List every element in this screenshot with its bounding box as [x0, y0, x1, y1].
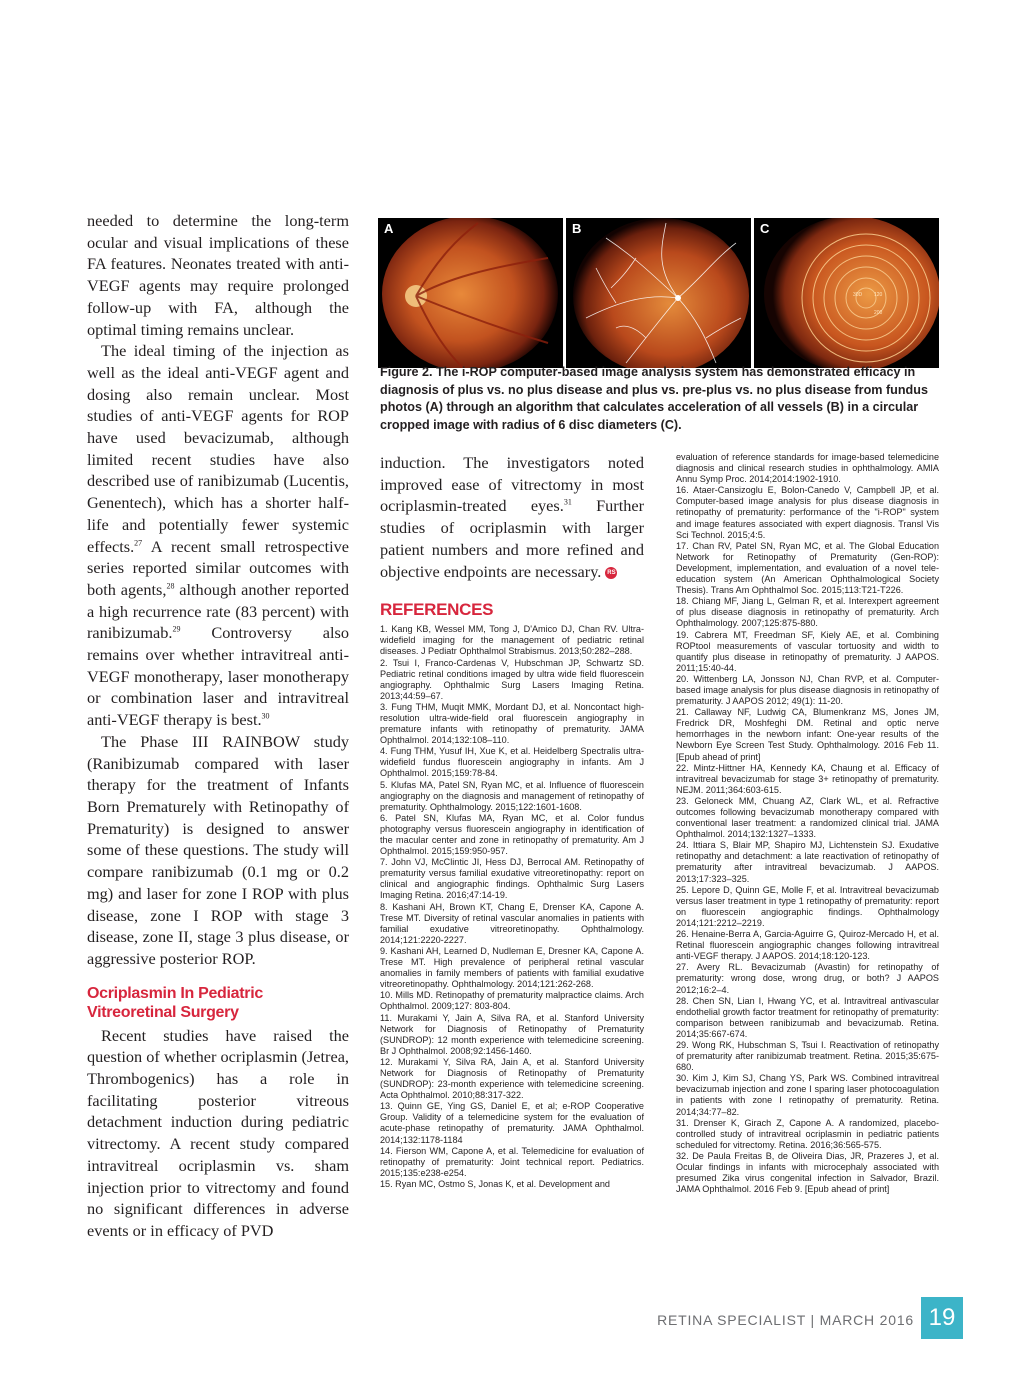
reference-item: 16. Ataer-Cansizoglu E, Bolon-Canedo V, Campbell JP, et al. Computer-based image analysis for plus disease diagnosis in retinopathy of prematurity: performance of the "i-ROP" system and image features associated with expert diagnosis. Transl Vis Sci Technol. 2015;4:5.	[676, 485, 939, 540]
reference-item: 27. Avery RL. Bevacizumab (Avastin) for retinopathy of prematurity: wrong dose, wrong drug, or both? J AAPOS 2012;16:2–4.	[676, 962, 939, 995]
reference-item: 26. Henaine-Berra A, Garcia-Aguirre G, Quiroz-Mercado H, et al. Retinal fluorescein angiographic changes following intravitreal anti-VEGF therapy. J AAPOS. 2014;18:120-123.	[676, 929, 939, 962]
reference-item: evaluation of reference standards for image-based telemedicine diagnosis and clinical research studies in ophthalmology. AMIA Annu Symp Proc. 2014;2014:1902-1910.	[676, 452, 939, 485]
text-run: A recent small retrospective series reported similar outcomes with both agents,	[87, 536, 349, 599]
ring-label: 200	[874, 310, 883, 316]
citation: 29	[172, 624, 181, 634]
reference-item: 3. Fung THM, Muqit MMK, Mordant DJ, et al. Noncontact high-resolution ultra-wide-field oral fluorescein angiography in premature infants with retinopathy of prematurity. JAMA Ophthalmol. 2014;132:108–110.	[380, 701, 644, 746]
body-paragraph	[87, 340, 349, 731]
text-run: although another reported a high recurrence rate (83 percent) with ranibizumab.	[87, 579, 349, 643]
reference-item: 8. Kashani AH, Brown KT, Chang E, Drenser KA, Capone A. Trese MT. Diversity of retinal vascular anomalies in patients with familial exudative vitreoretinopathy. Ophthalmology. 2014;121:2220-2227.	[380, 901, 644, 945]
fundus-photo-c	[754, 218, 939, 368]
reference-item: 23. Geloneck MM, Chuang AZ, Clark WL, et al. Refractive outcomes following bevacizumab monotherapy compared with conventional laser treatment: a randomized clinical trial. JAMA Ophthalmol. 2014;132:1327–1333.	[676, 795, 939, 840]
reference-item: 17. Chan RV, Patel SN, Ryan MC, et al. The Global Education Network for Retinopathy of Prematurity (Gen-ROP): Development, implementation, and evaluation of a novel tele-education system (An American Ophthalmological Society Thesis). Trans Am Ophthalmol Soc. 2015;113:T21-T226.	[676, 540, 939, 596]
reference-item: 25. Lepore D, Quinn GE, Molle F, et al. Intravitreal bevacizumab versus laser treatment in type 1 retinopathy of prematurity: report on fluorescein angiographic findings. Ophthalmology 2014;121:2212–2219.	[676, 884, 939, 928]
reference-item: 14. Fierson WM, Capone A, et al. Telemedicine for evaluation of retinopathy of prematurity: Joint technical report. Pediatrics. 2015;135:e238-e254.	[380, 1145, 644, 1178]
reference-item: 19. Cabrera MT, Freedman SF, Kiely AE, et al. Combining ROPtool measurements of vascular tortuosity and width to quantify plus disease in retinopathy of prematurity. J AAPOS. 2011;15:40-44.	[676, 629, 939, 673]
body-paragraph: needed to determine the long-term ocular and visual implications of these FA features. Neonates treated with anti-VEGF agents may require prolonged follow-up with FA, although the optimal timing remains unclear.	[87, 211, 349, 339]
text-run: Further studies of ocriplasmin with larger patient numbers and more refined and objective endpoints are necessary.	[380, 496, 644, 581]
publication-footer: RETINA SPECIALIST | MARCH 2016	[657, 1312, 914, 1328]
figure-2	[378, 218, 939, 368]
reference-item: 1. Kang KB, Wessel MM, Tong J, D'Amico DJ, Chan RV. Ultra-widefield imaging for the management of pediatric retinal diseases. J Pediatr Ophthalmol Strabismus. 2013;50:282–288.	[380, 624, 644, 657]
end-of-article-icon: RS	[605, 567, 617, 579]
reference-item: 7. John VJ, McClintic JI, Hess DJ, Berrocal AM. Retinopathy of prematurity versus familial exudative vitreoretinopathy: report on clinical and angiographic findings. Ophthalmic Surg Lasers Imaging Retina. 2016;47:14-19.	[380, 857, 644, 901]
text-run: The ideal timing of the injection as well as the ideal anti-VEGF agent and dosing also remain unclear. Most studies of anti-VEGF agents for ROP have used bevacizumab, although limited recent studies have also described use of ranibizumab (Lucentis, Genentech), which has a shorter half-life and potentially fewer systemic effects.	[87, 341, 349, 556]
middle-column	[380, 452, 644, 1190]
reference-item: 5. Klufas MA, Patel SN, Ryan MC, et al. Influence of fluorescein angiography on the diagnosis and management of retinopathy of prematurity. Ophthalmology. 2015;122:1601-1608.	[380, 779, 644, 812]
citation: 30	[261, 711, 270, 721]
reference-item: 30. Kim J, Kim SJ, Chang YS, Park WS. Combined intravitreal bevacizumab injection and zone I sparing laser photocoagulation in patients with zone I retinopathy of prematurity. Retina. 2014;34:77–82.	[676, 1073, 939, 1117]
ring-label: 120	[874, 292, 883, 298]
reference-item: 18. Chiang MF, Jiang L, Gelman R, et al. Interexpert agreement of plus disease diagnosis in retinopathy of prematurity. Arch Ophthalmology. 2007;125:875-880.	[676, 596, 939, 629]
reference-item: 24. Ittiara S, Blair MP, Shapiro MJ, Lichtenstein SJ. Exudative retinopathy and detachment: a late reactivation of retinopathy of prematurity after intravitreal bevacizumab. J AAPOS. 2013;17:323–325.	[676, 840, 939, 884]
text-run: induction. The investigators noted improved ease of vitrectomy in most ocriplasmin-treated eyes.	[380, 453, 644, 516]
right-column-references	[676, 452, 939, 1195]
section-heading-line: Vitreoretinal Surgery	[87, 1004, 239, 1022]
reference-item: 20. Wittenberg LA, Jonsson NJ, Chan RVP, et al. Computer-based image analysis for plus disease diagnosis in retinopathy of prematurity. J AAPOS 2012; 49(1): 11-20.	[676, 673, 939, 707]
text-run: Controversy also remains over whether intravitreal anti-VEGF monotherapy, laser monotherapy or combination laser and intravitreal anti-VEGF therapy is best.	[87, 623, 349, 730]
reference-item: 28. Chen SN, Lian I, Hwang YC, et al. Intravitreal antivascular endothelial growth factor treatment for retinopathy of prematurity: comparison between ranibizumab and bevacizumab. Retina. 2014;35:667-674.	[676, 995, 939, 1039]
panel-label: B	[572, 221, 582, 236]
reference-item: 9. Kashani AH, Learned D, Nudleman E, Dresner KA, Capone A. Trese MT. High prevalence of peripheral retinal vascular anomalies in family members of patients with familial exudative vitreoretinopathy. Ophthalmology. 2014;121:262-268.	[380, 945, 644, 990]
citation: 28	[166, 581, 175, 591]
section-heading	[87, 984, 349, 1023]
reference-item: 13. Quinn GE, Ying GS, Daniel E, et al; e-ROP Cooperative Group. Validity of a telemedicine system for the evaluation of acute-phase retinopathy of prematurity. JAMA Ophthalmol. 2014;132:1178-1184	[380, 1101, 644, 1145]
figure-caption: Figure 2. The i-ROP computer-based image analysis system has demonstrated efficacy in diagnosis of plus vs. no plus disease and plus vs. pre-plus vs. no plus disease from fundus photos (A) through an algorithm that calculates acceleration of all vessels (B) in a circular cropped image with radius of 6 disc diameters (C).	[380, 365, 928, 432]
reference-item: 22. Mintz-Hittner HA, Kennedy KA, Chaung et al. Efficacy of intravitreal bevacizumab for stage 3+ retinopathy of prematurity. NEJM. 2011;364:603-615.	[676, 762, 939, 795]
citation: 31	[563, 497, 572, 507]
reference-item: 10. Mills MD. Retinopathy of prematurity malpractice claims. Arch Ophthalmol. 2009;127: 803-804.	[380, 990, 644, 1012]
body-paragraph: Recent studies have raised the question of whether ocriplasmin (Jetrea, Thrombogenics) has a role in facilitating posterior vitreous detachment induction during pediatric vitrectomy. A recent study compared intravitreal ocriplasmin vs. sham injection prior to vitrectomy and found no significant differences in adverse events or in efficacy of PVD	[87, 1025, 349, 1240]
section-heading-line: Ocriplasmin In Pediatric	[87, 984, 263, 1002]
citation: 27	[134, 538, 143, 548]
reference-item: 29. Wong RK, Hubschman S, Tsui I. Reactivation of retinopathy of prematurity after ranibizumab treatment. Retina. 2015;35:675-680.	[676, 1039, 939, 1073]
references-heading: REFERENCES	[380, 600, 494, 620]
panel-label: A	[384, 221, 394, 236]
fundus-photo-a	[378, 218, 563, 368]
reference-item: 31. Drenser K, Girach Z, Capone A. A randomized, placebo-controlled study of intravitreal ocriplasmin in pediatric patients scheduled for vitrectomy. Retina. 2016;36:565-575.	[676, 1117, 939, 1150]
page-number: 19	[921, 1297, 963, 1339]
left-column	[87, 210, 349, 1242]
reference-item: 6. Patel SN, Klufas MA, Ryan MC, et al. Color fundus photography versus fluorescein angiography in identification of the macular center and zone in retinopathy of prematurity. Am J Ophthalmol. 2015;159:950-957.	[380, 812, 644, 857]
fundus-image	[754, 218, 939, 368]
fundus-photo-b	[566, 218, 751, 368]
references-list	[380, 624, 644, 1190]
panel-label: C	[760, 221, 770, 236]
fundus-image	[378, 218, 563, 368]
reference-item: 12. Murakami Y, Silva RA, Jain A, et al. Stanford University Network for Diagnosis of Retinopathy of Prematurity (SUNDROP): 23-month experience with telemedicine screening. Acta Ophthalmol. 2010;88:317-322.	[380, 1056, 644, 1101]
ring-label: 30D	[853, 292, 863, 298]
reference-item: 21. Callaway NF, Ludwig CA, Blumenkranz MS, Jones JM, Fredrick DR, Moshfeghi DM. Retinal and optic nerve hemorrhages in the newborn infant: One-year results of the Newborn Eye Screen Test Study. Ophthalmology. 2016 Feb 11. [Epub ahead of print]	[676, 707, 939, 762]
reference-item: 11. Murakami Y, Jain A, Silva RA, et al. Stanford University Network for Diagnosis of Retinopathy of Prematurity (SUNDROP): 12 month experience with telemedicine screening. Br J Ophthalmol. 2008;92:1456-1460.	[380, 1012, 644, 1056]
reference-item: 32. De Paula Freitas B, de Oliveira Dias, JR, Prazeres J, et al. Ocular findings in infants with microcephaly associated with presumed Zika virus congenital infection in Salvador, Brazil. JAMA Ophthalmol. 2016 Feb 9. [Epub ahead of print]	[676, 1150, 939, 1195]
fundus-image	[566, 218, 751, 368]
body-paragraph: The Phase III RAINBOW study (Ranibizumab compared with laser therapy for the treatment of Infants Born Prematurely with Retinopathy of Prematurity) is designed to answer some of these questions. The study will compare ranibizumab (0.1 mg or 0.2 mg) and laser for zone I ROP with plus disease, zone I ROP with stage 3 disease, zone II, stage 3 plus disease, or aggressive posterior ROP.	[87, 731, 349, 968]
reference-item: 15. Ryan MC, Ostmo S, Jonas K, et al. Development and	[380, 1178, 610, 1189]
body-paragraph	[380, 452, 644, 582]
reference-item: 4. Fung THM, Yusuf IH, Xue K, et al. Heidelberg Spectralis ultra-widefield fundus fluorescein angiography in infants. Am J Ophthalmol. 2015;159:78-84.	[380, 746, 644, 779]
reference-item: 2. Tsui I, Franco-Cardenas V, Hubschman JP, Schwartz SD. Pediatric retinal conditions imaged by ultra wide field fluorescein angiography. Ophthalmic Surg Lasers Imaging Retina. 2013;44:59–67.	[380, 657, 644, 701]
